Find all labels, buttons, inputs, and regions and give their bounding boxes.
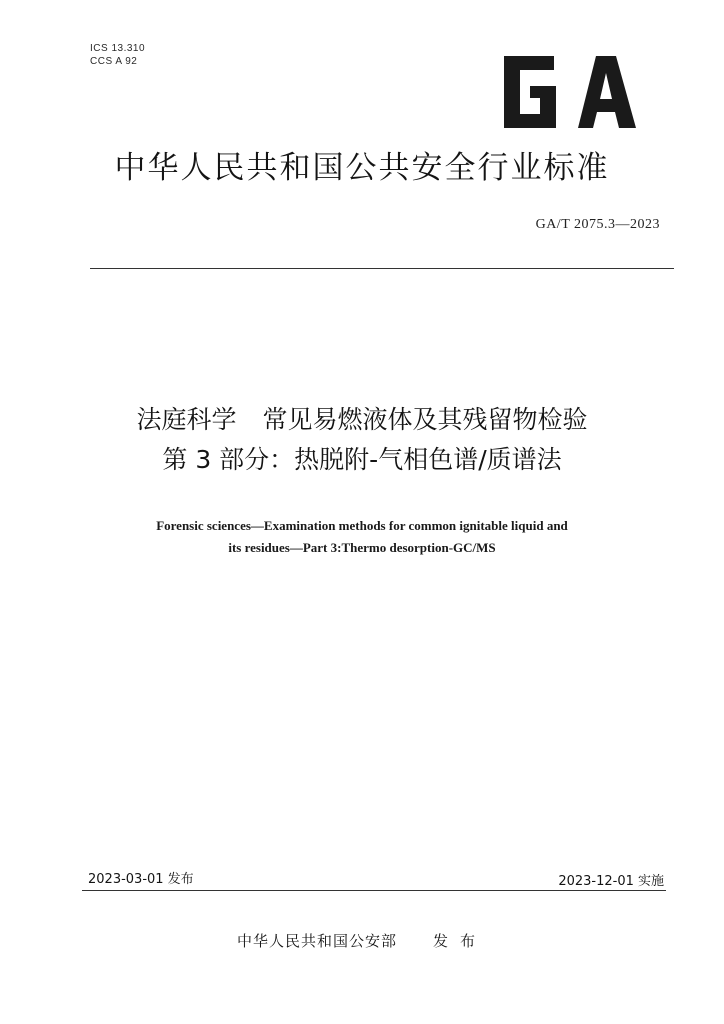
- classification-codes: [90, 42, 145, 68]
- title-en-line2: its residues—Part 3:Thermo desorption-GC/MS: [228, 540, 496, 555]
- title-cn: [0, 400, 724, 480]
- implement-date: 2023-12-01 实施: [558, 874, 664, 889]
- title-cn-subject: 常见易燃液体及其残留物检验: [262, 405, 588, 434]
- publisher: [0, 930, 724, 951]
- title-cn-field: 法庭科学: [136, 405, 237, 434]
- publisher-verb: 发布: [433, 932, 488, 950]
- ccs-code: CCS A 92: [90, 56, 138, 67]
- title-en-line1: Forensic sciences—Examination methods for common ignitable liquid and: [156, 518, 568, 533]
- title-en: [0, 515, 724, 559]
- publisher-name: 中华人民共和国公安部: [236, 932, 397, 950]
- ics-code: ICS 13.310: [90, 43, 146, 54]
- standard-number: GA/T 2075.3—2023: [535, 217, 660, 232]
- logo-letter-g: [504, 56, 556, 128]
- ga-logo: [496, 52, 638, 130]
- header-title: 中华人民共和国公共安全行业标准: [114, 150, 610, 186]
- title-cn-line2: 第 3 部分：热脱附-气相色谱/质谱法: [162, 445, 562, 474]
- logo-letter-a: [578, 56, 636, 128]
- issue-date: 2023-03-01 发布: [88, 872, 194, 887]
- header-rule: [90, 268, 674, 269]
- title-cn-line1: [0, 400, 724, 440]
- footer-rule: [82, 890, 666, 891]
